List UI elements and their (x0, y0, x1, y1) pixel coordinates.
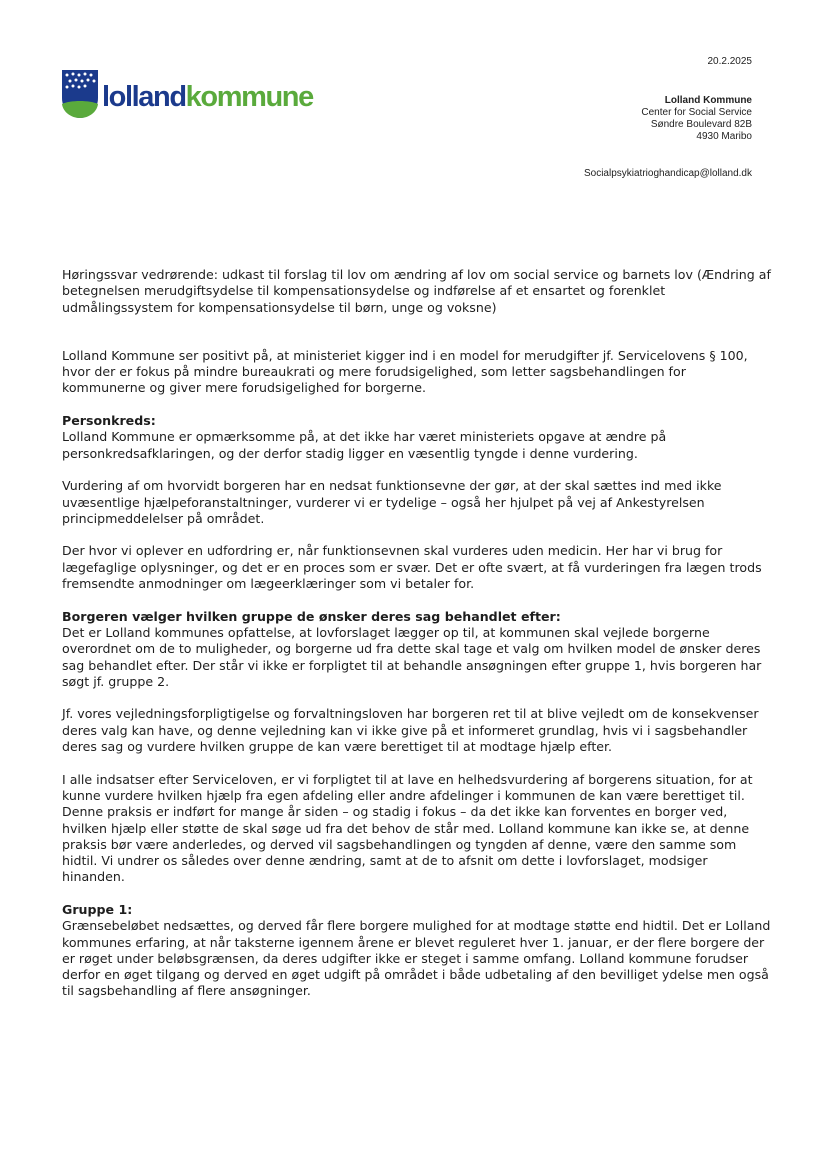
logo-wordmark (102, 80, 313, 113)
body-paragraph: I alle indsatser efter Serviceloven, er vi forpligtet til at lave en helhedsvurdering af borgerens situation, for at kunne vurdere hvilken hjælp fra egen afdeling eller andre afdelinger i kommunen de kan være berettiget til. Denne praksis er indført for mange år siden – og stadig i fokus – da det ikke kan forventes en borger ved, hvilken hjælp eller støtte de skal søge ud fra det behov de står med. Lolland kommune kan ikke se, at denne praksis bør være anderledes, og derved vil sagsbehandlingen og tyngden af denne, være den samme som hidtil. Vi undrer os således over denne ændring, samt at de to afsnit om dette i lovforslaget, modsiger hinanden. (62, 771, 753, 885)
letter-body (62, 267, 772, 1016)
logo-word-kommune: kommune (185, 80, 313, 113)
address-city: 4930 Maribo (696, 131, 752, 142)
body-paragraph: Der hvor vi oplever en udfordring er, når funktionsevnen skal vurderes uden medicin. Her har vi brug for lægefaglige oplysninger, og det er en proces som er svær. Det er ofte svært, at få vurderingen fra lægen trods fremsendte anmodninger om lægeerklæringer som vi betaler for. (62, 543, 762, 592)
section-borgeren-vaelger (62, 609, 772, 690)
address-org: Lolland Kommune (664, 95, 752, 106)
section-gruppe-1 (62, 902, 772, 1000)
body-paragraph: Jf. vores vejledningsforpligtigelse og forvaltningsloven har borgeren ret til at blive vejledt om de konsekvenser deres valg kan have, og denne vejledning kan vi ikke give på et informeret grundlag, hvis vi i sagsbehandler deres sag og vurdere hvilken gruppe de kan være berettiget til at modtage hjælp efter. (62, 706, 759, 755)
body-paragraph: Det er Lolland kommunes opfattelse, at lovforslaget lægger op til, at kommunen skal vejlede borgerne overordnet om de to muligheder, og borgerne ud fra dette skal tage et valg om hvilken model de ønsker deres sag behandlet efter. Der står vi ikke er forpligtet til at behandle ansøgningen efter gruppe 1, hvis borgeren har søgt jf. gruppe 2. (62, 624, 762, 689)
address-dept: Center for Social Service (641, 107, 752, 118)
body-paragraph: Lolland Kommune er opmærksomme på, at det ikke har været ministeriets opgave at ændre på personkredsafklaringen, og der derfor stadig ligger en væsentlig tyngde i denne vurdering. (62, 429, 667, 461)
body-paragraph: Grænsebeløbet nedsættes, og derved får flere borgere mulighed for at modtage støtte end hidtil. Det er Lolland kommunes erfaring, at når taksterne igennem årene er blevet reguleret hver 1. januar, er der flere borgere der er røget under beløbsgrænsen, da deres udgifter ikke er steget i samme omfang. Lolland kommune forudser derfor en øget tilgang og derved en øget udgift på området i både udbetaling af den bevilliget ydelse men også til sagsbehandling af flere ansøgninger. (62, 918, 771, 999)
coat-of-arms-icon (62, 70, 98, 118)
sender-address (641, 95, 752, 143)
body-paragraph: Vurdering af om hvorvidt borgeren har en nedsat funktionsevne der gør, at der skal sættes ind med ikke uvæsentlige hjælpeforanstaltninger, vurderer vi er tydelige – også her hjulpet på vej af Ankestyrelsen principmeddelelser på området. (62, 478, 722, 526)
section-heading: Personkreds: (62, 413, 156, 429)
contact-email: Socialpsykiatrioghandicap@lolland.dk (583, 168, 752, 179)
subject-paragraph: Høringssvar vedrørende: udkast til forslag til lov om ændring af lov om social service og barnets lov (Ændring af betegnelsen merudgiftsydelse til kompensationsydelse og indførelse af et ensartet og forenklet udmålingssystem for kompensationsydelse til børn, unge og voksne) (62, 267, 771, 315)
letter-date: 20.2.2025 (707, 56, 752, 67)
section-heading: Gruppe 1: (62, 901, 133, 917)
section-heading: Borgeren vælger hvilken gruppe de ønsker deres sag behandlet efter: (62, 608, 561, 624)
section-personkreds (62, 413, 772, 462)
logo-word-lolland: lolland (102, 80, 186, 113)
intro-paragraph: Lolland Kommune ser positivt på, at ministeriet kigger ind i en model for merudgifter jf. Servicelovens § 100, hvor der er fokus på mindre bureaukrati og mere forudsigelighed, som letter sagsbehandlingen for kommunerne og giver mere forudsigelighed for borgerne. (62, 347, 748, 396)
municipality-logo (62, 70, 313, 118)
address-street: Søndre Boulevard 82B (650, 119, 752, 130)
